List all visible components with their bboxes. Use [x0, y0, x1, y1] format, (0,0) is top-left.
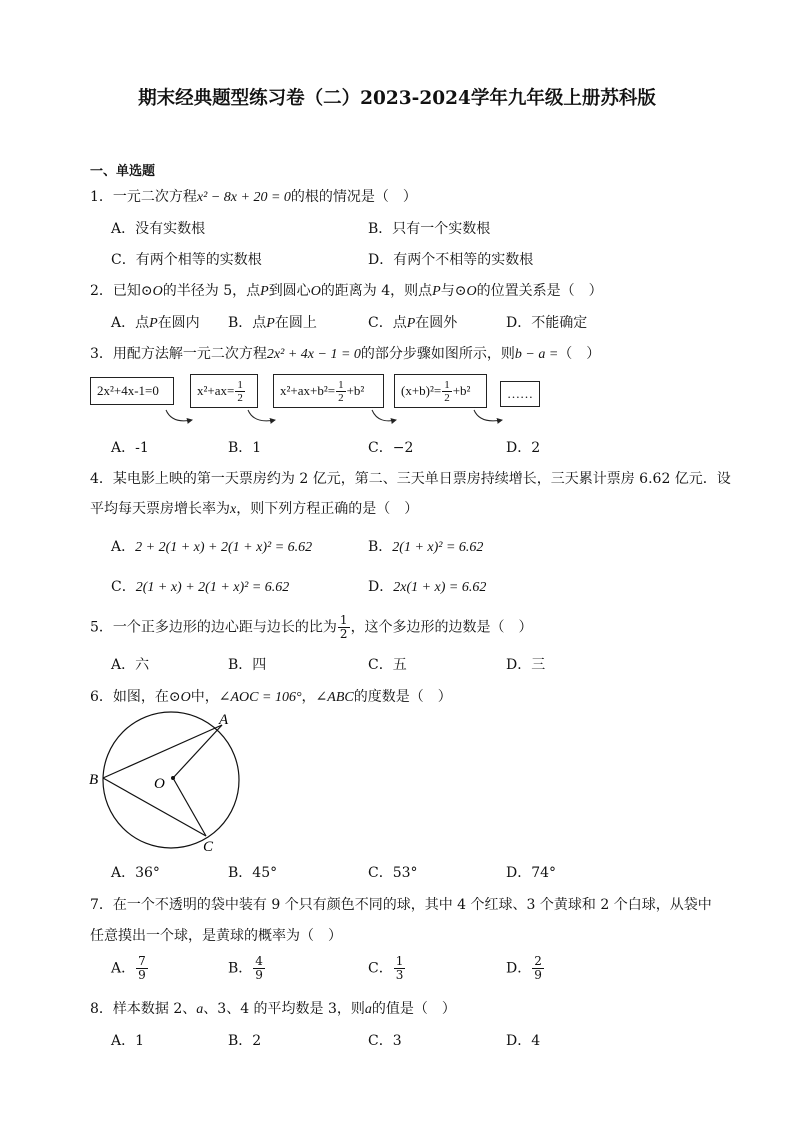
question-stem: （ ）: [558, 346, 601, 362]
option-d: [368, 576, 486, 596]
numerator: 1: [444, 378, 450, 391]
option-c: C．3: [368, 1033, 402, 1049]
option-a: [111, 312, 200, 332]
option-expression: 2 + 2(1 + x) + 2(1 + x)² = 6.62: [135, 540, 313, 555]
option-expression: 2(1 + x)² = 6.62: [392, 540, 484, 555]
variable: a: [364, 1002, 372, 1017]
question-stem: 的距离为 4，则点: [320, 283, 433, 299]
question-number: 3．: [90, 346, 113, 362]
question-number: 1．: [90, 189, 113, 205]
center-point: [171, 776, 175, 780]
expression: b − a =: [514, 347, 559, 362]
option-b: B．2: [228, 1033, 262, 1049]
denominator: 2: [338, 391, 344, 404]
option-label: C．: [111, 579, 136, 595]
option-b: B．1: [228, 440, 262, 456]
question-stem: 一元二次方程: [112, 189, 197, 205]
option-a: A．1: [111, 1033, 145, 1049]
numerator: 1: [395, 954, 404, 968]
denominator: 9: [255, 968, 263, 982]
option-d: [506, 955, 545, 982]
denominator: 2: [444, 391, 450, 404]
option-a: [111, 536, 312, 556]
option-c: [111, 576, 289, 596]
question-7-line-2: 任意摸出一个球，是黄球的概率为（ ）: [90, 928, 342, 944]
question-stem: ，则下列方程正确的是（ ）: [236, 501, 419, 517]
denominator: 2: [339, 627, 348, 641]
question-stem: 的度数是（ ）: [353, 689, 452, 705]
fraction: [253, 955, 265, 982]
chord-ba: [103, 725, 222, 778]
option-label: B．: [228, 960, 253, 977]
option-d: D．不能确定: [506, 315, 588, 331]
question-stem: 已知: [112, 283, 141, 299]
denominator: 2: [237, 391, 243, 404]
option-d: D．2: [506, 440, 541, 456]
question-stem: 到圆心: [268, 283, 311, 299]
option-expression: 2(1 + x) + 2(1 + x)² = 6.62: [135, 580, 290, 595]
variable: a: [196, 1002, 204, 1017]
question-stem: 样本数据 2、: [112, 1001, 197, 1017]
option-b: B．四: [228, 657, 267, 673]
variable: O: [310, 284, 321, 299]
circle-symbol: ⊙O: [140, 284, 163, 299]
option-text: 在圆上: [274, 315, 317, 331]
question-stem: 的部分步骤如图所示，则: [360, 346, 515, 362]
page-title: 期末经典题型练习卷（二）2023-2024学年九年级上册苏科版: [138, 88, 656, 109]
option-b: [368, 536, 483, 556]
angle-expression: ∠AOC = 106°: [218, 690, 302, 705]
option-c: C．53°: [368, 865, 418, 881]
question-7-line-1: [90, 894, 712, 914]
step-text: (x+b)²=: [401, 383, 442, 398]
option-b: B．45°: [228, 865, 278, 881]
numerator: 1: [237, 378, 243, 391]
option-label: C．点: [368, 315, 407, 331]
fraction: [136, 955, 148, 982]
question-5: [90, 614, 533, 641]
question-2: [90, 280, 603, 300]
option-label: D．: [368, 579, 394, 595]
question-4-line-1: [90, 468, 731, 488]
question-stem: 与: [440, 283, 455, 299]
question-stem: 、3、4 的平均数是 3，则: [203, 1001, 365, 1017]
option-label: A．: [111, 960, 136, 977]
fraction: [394, 955, 406, 982]
option-c: C．−2: [368, 440, 414, 456]
question-stem: 用配方法解一元二次方程: [112, 346, 267, 362]
question-3: [90, 343, 600, 363]
question-number: 8．: [90, 1001, 113, 1017]
circle-symbol: ⊙O: [168, 690, 191, 705]
question-stem: 在一个不透明的袋中装有 9 个只有颜色不同的球，其中 4 个红球、3 个黄球和 2 个白球，从袋中: [112, 897, 712, 913]
question-stem: 的值是（ ）: [371, 1001, 456, 1017]
option-label: B．: [368, 539, 393, 555]
option-d: D．4: [506, 1033, 541, 1049]
angle-expression: ∠ABC: [315, 690, 354, 705]
question-stem: 的位置关系是（ ）: [476, 283, 603, 299]
circle-o: [103, 712, 239, 848]
question-6: [90, 686, 452, 706]
option-d: D．三: [506, 657, 546, 673]
question-stem: 中，: [190, 689, 219, 705]
numerator: 4: [255, 954, 263, 968]
arrow-icon: [248, 410, 275, 421]
variable: P: [149, 316, 158, 331]
question-stem: 如图，在: [112, 689, 169, 705]
step-text: +b²: [346, 383, 365, 398]
denominator: 3: [395, 968, 404, 982]
question-stem: 的根的情况是（ ）: [290, 189, 417, 205]
question-stem: 某电影上映的第一天票房约为 2 亿元，第二、三天单日票房持续增长，三天累计票房 6.62 亿元．设: [112, 471, 731, 487]
option-text: 在圆外: [415, 315, 458, 331]
step-text: ……: [507, 386, 533, 401]
label-o: O: [154, 776, 165, 792]
section-heading: 一、单选题: [90, 164, 156, 179]
step-text: x²+ax+b²=: [280, 383, 336, 398]
arrow-icon: [166, 410, 192, 421]
option-a: A．没有实数根: [111, 221, 206, 237]
step-arrows: [0, 400, 794, 430]
question-stem: ，: [301, 689, 316, 705]
variable: P: [260, 284, 269, 299]
option-label: A．点: [111, 315, 150, 331]
option-expression: 2x(1 + x) = 6.62: [393, 580, 487, 595]
arrow-icon: [372, 410, 396, 421]
equation: 2x² + 4x − 1 = 0: [266, 347, 361, 362]
option-d: D．74°: [506, 865, 557, 881]
numerator: 1: [338, 378, 344, 391]
variable: P: [432, 284, 441, 299]
question-stem: ，这个多边形的边数是（ ）: [350, 619, 533, 636]
option-b: [228, 312, 317, 332]
step-text: +b²: [452, 383, 471, 398]
numerator: 7: [138, 954, 146, 968]
label-b: B: [89, 772, 99, 788]
question-number: 5．: [90, 619, 113, 636]
variable: x: [230, 502, 237, 517]
question-stem: 的半径为 5，点: [162, 283, 261, 299]
denominator: 9: [138, 968, 146, 982]
step-text: x²+ax=: [197, 383, 235, 398]
option-a: [111, 955, 149, 982]
numerator: 1: [339, 613, 348, 627]
option-label: A．: [111, 539, 136, 555]
option-c: C．五: [368, 657, 407, 673]
fraction: [338, 614, 350, 641]
option-label: C．: [368, 960, 393, 977]
circle-diagram: [85, 706, 265, 856]
option-c: [368, 312, 457, 332]
option-d: D．有两个不相等的实数根: [368, 252, 534, 268]
question-stem: 一个正多边形的边心距与边长的比为: [112, 619, 337, 636]
option-b: B．只有一个实数根: [368, 221, 491, 237]
question-number: 6．: [90, 689, 113, 705]
option-label: D．: [506, 960, 532, 977]
label-c: C: [203, 839, 214, 855]
question-1: [90, 186, 417, 206]
option-a: A．36°: [111, 865, 160, 881]
variable: P: [406, 316, 416, 331]
question-number: 7．: [90, 897, 113, 913]
numerator: 2: [534, 954, 542, 968]
option-text: 在圆内: [157, 315, 200, 331]
equation: x² − 8x + 20 = 0: [196, 190, 291, 205]
question-8: [90, 998, 456, 1018]
question-number: 2．: [90, 283, 113, 299]
arrow-icon: [474, 410, 502, 421]
question-stem: 平均每天票房增长率为: [90, 501, 230, 517]
option-c: C．有两个相等的实数根: [111, 252, 262, 268]
option-c: [368, 955, 406, 982]
label-a: A: [219, 712, 229, 728]
circle-symbol: ⊙O: [454, 284, 477, 299]
option-a: A．六: [111, 657, 150, 673]
step-text: 2x²+4x-1=0: [97, 383, 159, 398]
question-number: 4．: [90, 471, 113, 487]
option-label: B．点: [228, 315, 267, 331]
radius-oa: [173, 725, 222, 778]
question-4-line-2: [90, 498, 418, 518]
option-b: [228, 955, 266, 982]
variable: P: [266, 316, 275, 331]
denominator: 9: [534, 968, 542, 982]
option-a: A．-1: [111, 440, 149, 456]
fraction: [532, 955, 544, 982]
